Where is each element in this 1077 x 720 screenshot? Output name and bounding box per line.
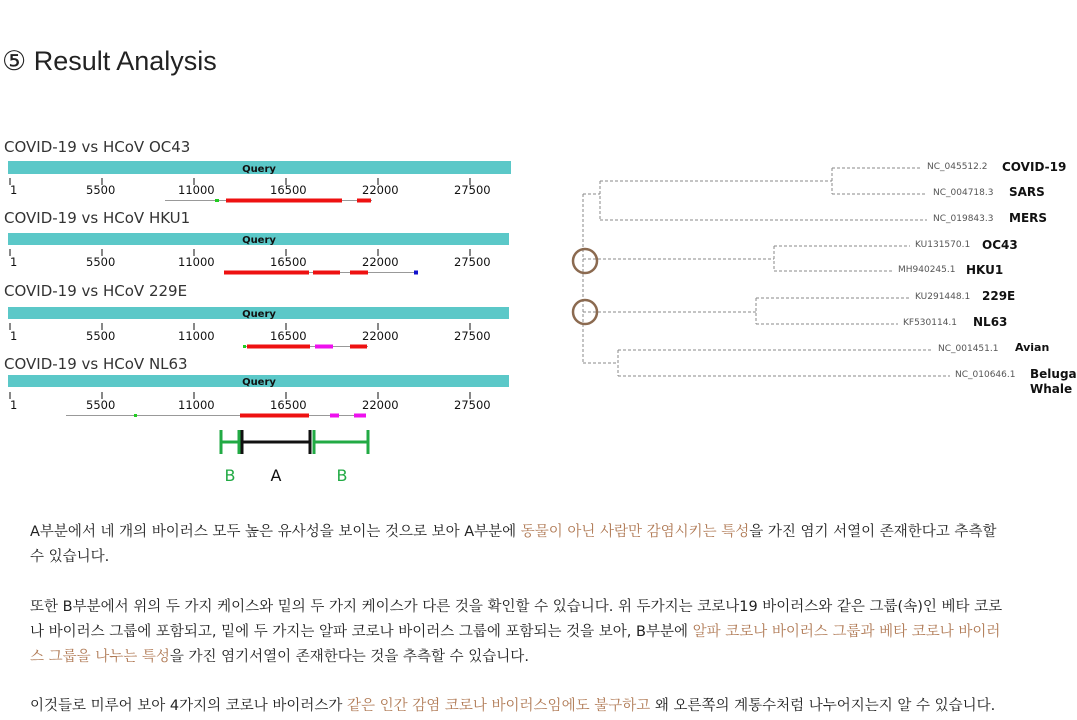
high-match-segment	[224, 271, 309, 275]
tick-label: 22000	[362, 255, 399, 269]
paragraph-line: 또한 B부분에서 위의 두 가지 케이스와 밑의 두 가지 케이스가 다른 것을 확인할 수 있습니다. 위 두가지는 코로나19 바이러스와 같은 그룹(속)인 베타 코로	[30, 599, 1003, 615]
tick-label: 1	[10, 183, 18, 197]
leaf-name: Avian	[1015, 341, 1050, 354]
text: A부분에서 네 개의 바이러스 모두 높은 유사성을 보이는 것으로 보아 A부분에	[30, 524, 521, 540]
leaf-name-line2: Whale	[1030, 382, 1073, 396]
hit-track	[243, 345, 368, 349]
paragraph-region-b	[30, 595, 1050, 670]
high-match-segment	[313, 271, 340, 275]
text: 왜 오른쪽의 계통수처럼 나누어지는지 알 수 있습니다.	[650, 698, 996, 714]
query-label: Query	[242, 377, 276, 388]
tick-labels	[10, 183, 491, 197]
paragraph-conclusion	[30, 694, 1050, 719]
accession-label: KF530114.1	[903, 318, 958, 328]
accession-label: KU131570.1	[915, 240, 971, 250]
low-match-segment	[134, 414, 137, 417]
tick-axis	[10, 392, 470, 399]
query-label: Query	[242, 235, 276, 246]
tick-labels	[10, 255, 491, 269]
accession-label: KU291448.1	[915, 292, 971, 302]
blast-alignment-panel	[0, 130, 540, 500]
tick-label: 16500	[270, 255, 307, 269]
leaf-name: OC43	[982, 238, 1018, 252]
tick-axis	[10, 249, 470, 256]
blast-comparison-oc43	[4, 138, 511, 203]
medium-match-segment	[330, 414, 339, 418]
highlight-text: 동물이 아닌 사람만 감염시키는 특성	[520, 524, 750, 540]
tick-label: 22000	[362, 183, 399, 197]
tick-label: 5500	[86, 398, 116, 412]
highlight-text: 같은 인간 감염 코로나 바이러스임에도 불구하고	[347, 698, 651, 714]
section-title: ⑤ Result Analysis	[2, 46, 217, 76]
paragraph-line	[30, 520, 1050, 545]
tick-label: 5500	[86, 255, 116, 269]
hit-track	[66, 414, 366, 418]
region-b-left-label: B	[224, 466, 236, 485]
high-match-segment	[357, 199, 371, 203]
high-match-segment	[247, 345, 310, 349]
highlight-circle-beta-node	[573, 249, 597, 273]
high-match-segment	[226, 199, 342, 203]
leaf-name: NL63	[973, 315, 1008, 329]
comparison-label: COVID-19 vs HCoV OC43	[4, 138, 191, 156]
tick-label: 11000	[178, 329, 215, 343]
phylogenetic-tree	[560, 150, 1077, 410]
leaf-name: COVID-19	[1002, 160, 1067, 174]
query-label: Query	[242, 309, 276, 320]
tick-label: 5500	[86, 183, 116, 197]
tick-label: 1	[10, 255, 18, 269]
region-a-bracket	[242, 430, 310, 454]
accession-label: NC_045512.2	[927, 162, 988, 172]
tick-label: 16500	[270, 329, 307, 343]
medium-match-segment	[315, 345, 333, 349]
tick-label: 1	[10, 329, 18, 343]
comparison-label: COVID-19 vs HCoV HKU1	[4, 209, 191, 227]
tick-label: 11000	[178, 255, 215, 269]
region-b-left-bracket	[221, 430, 239, 454]
hit-track	[165, 199, 372, 203]
hit-track	[224, 271, 418, 275]
accession-label: NC_019843.3	[933, 214, 994, 224]
paragraph-line	[30, 694, 1050, 719]
text: 을 가진 염기서열이 존재한다는 것을 추측할 수 있습니다.	[169, 649, 529, 665]
region-b-right-bracket	[314, 430, 368, 454]
weak-match-segment	[414, 271, 418, 275]
tree-branches	[583, 168, 950, 376]
tick-label: 27500	[454, 398, 491, 412]
tick-label: 27500	[454, 329, 491, 343]
paragraph-line: 수 있습니다.	[30, 549, 110, 565]
tick-label: 27500	[454, 255, 491, 269]
comparison-label: COVID-19 vs HCoV 229E	[4, 282, 188, 300]
text: 을 가진 염기 서열이 존재한다고 추측할	[749, 524, 997, 540]
tick-label: 16500	[270, 398, 307, 412]
region-brackets	[221, 430, 368, 485]
blast-comparison-nl63	[4, 355, 509, 418]
tick-label: 11000	[178, 398, 215, 412]
low-match-segment	[243, 345, 246, 348]
low-match-segment	[215, 199, 219, 202]
leaf-name: MERS	[1009, 211, 1048, 225]
tick-label: 5500	[86, 329, 116, 343]
text: 이것들로 미루어 보아 4가지의 코로나 바이러스가	[30, 698, 348, 714]
blast-comparison-hku1	[4, 209, 509, 275]
leaf-name: SARS	[1009, 185, 1045, 199]
tick-label: 11000	[178, 183, 215, 197]
comparison-label: COVID-19 vs HCoV NL63	[4, 355, 188, 373]
tick-label: 16500	[270, 183, 307, 197]
region-a-label: A	[270, 466, 282, 485]
tick-labels	[10, 329, 491, 343]
tick-label: 1	[10, 398, 18, 412]
tick-labels	[10, 398, 491, 412]
high-match-segment	[350, 345, 367, 349]
leaf-name: 229E	[982, 289, 1016, 303]
tick-axis	[10, 323, 470, 330]
tick-axis	[10, 178, 470, 185]
paragraph-line	[30, 645, 1050, 670]
accession-label: NC_001451.1	[938, 344, 999, 354]
paragraph-line	[30, 620, 1050, 645]
accession-label: NC_004718.3	[933, 188, 994, 198]
tick-label: 22000	[362, 329, 399, 343]
tick-label: 22000	[362, 398, 399, 412]
medium-match-segment	[354, 414, 366, 418]
blast-comparison-229e	[4, 282, 509, 349]
high-match-segment	[240, 414, 309, 418]
highlight-text: 스 그룹을 나누는 특성	[30, 649, 170, 665]
region-b-right-label: B	[336, 466, 348, 485]
accession-label: NC_010646.1	[955, 370, 1016, 380]
leaf-name: Beluga	[1030, 367, 1077, 381]
tick-label: 27500	[454, 183, 491, 197]
query-label: Query	[242, 164, 276, 175]
leaf-name: HKU1	[966, 263, 1004, 277]
highlight-text: 알파 코로나 바이러스 그룹과 베타 코로나 바이러	[692, 624, 1001, 640]
paragraph-region-a	[30, 520, 1050, 570]
high-match-segment	[350, 271, 368, 275]
accession-label: MH940245.1	[898, 265, 956, 275]
text: 나 바이러스 그룹에 포함되고, 밑에 두 가지는 알파 코로나 바이러스 그룹에 포함되는 것을 보아, B부분에	[30, 624, 693, 640]
